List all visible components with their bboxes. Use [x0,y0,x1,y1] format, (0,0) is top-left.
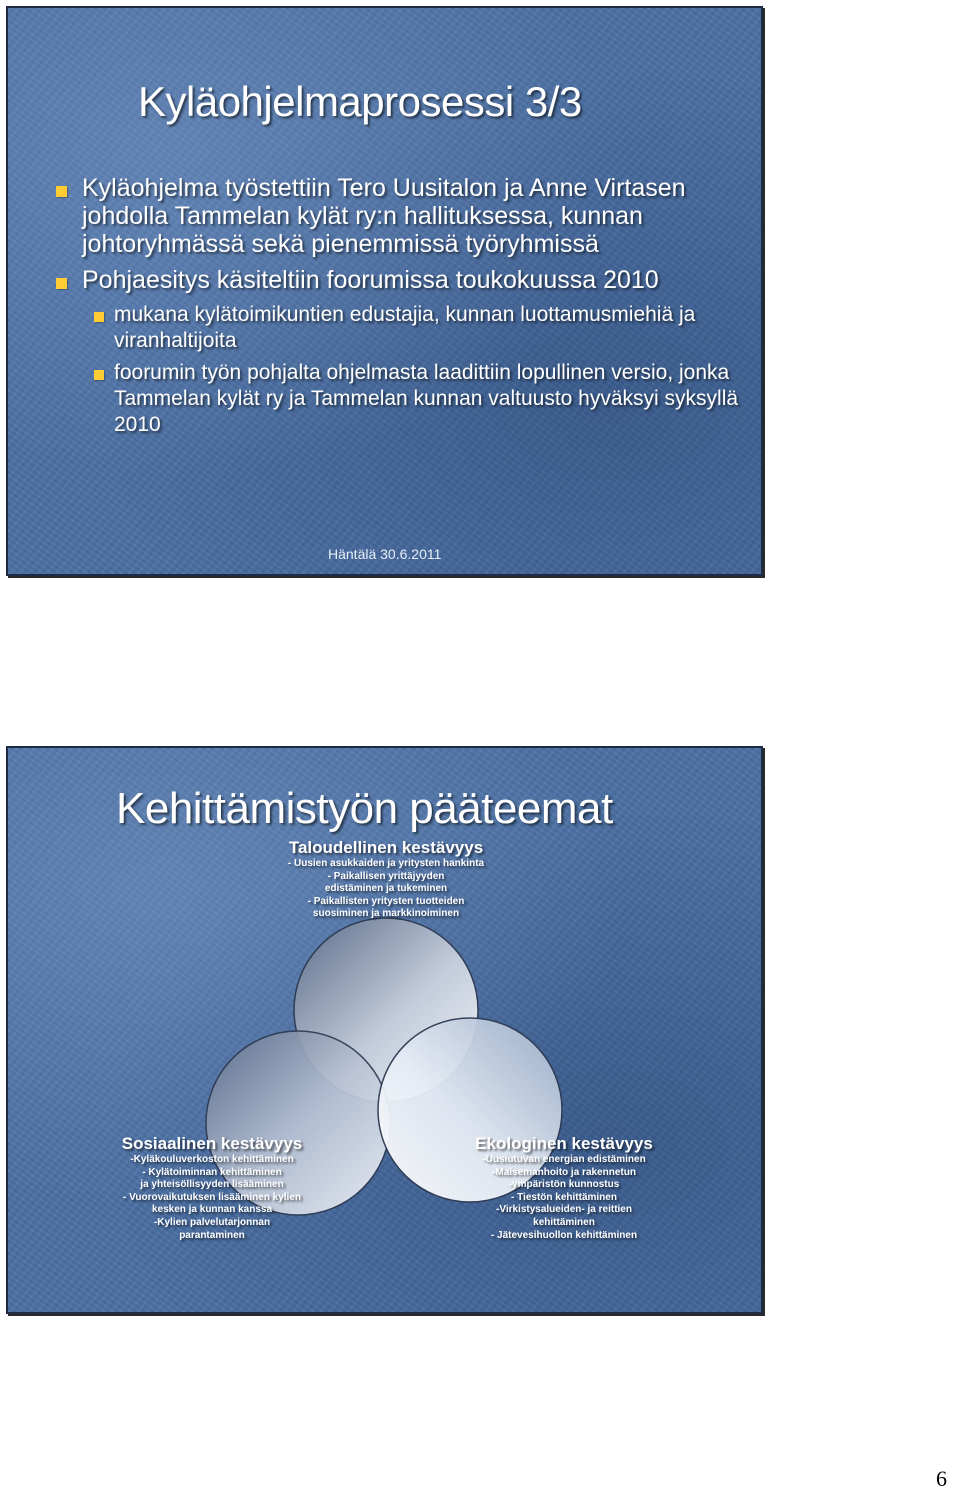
bullet-text: Kyläohjelma työstettiin Tero Uusitalon ja Anne Virtasen johdolla Tammelan kylät ry:n hallituksessa, kunnan johtoryhmässä sekä pienemmissä työryhmissä [82,174,686,258]
economic-line: - Paikallisen yrittäjyyden [327,870,445,882]
slide2-title: Kehittämistyön pääteemat [116,784,613,833]
social-line: - Vuorovaikutuksen lisääminen kylien [122,1191,302,1203]
slide1-title: Kyläohjelmaprosessi 3/3 [138,78,582,125]
ecological-line: -Uusiutuvan energian edistäminen [482,1154,646,1165]
ecological-line: -Maisemanhoito ja rakennetun [492,1166,636,1178]
slide1-bullet-list [52,174,752,444]
slide-kehittamistyon-paateemat [6,746,763,1314]
square-bullet-icon [56,186,67,197]
bullet-text: mukana kylätoimikuntien edustajia, kunnan luottamusmiehiä ja viranhaltijoita [114,303,696,352]
square-bullet-icon [94,312,104,322]
page-number: 6 [936,1466,947,1491]
ecological-line: - Jätevesihuollon kehittäminen [490,1229,638,1241]
sub-bullet-item [52,302,752,354]
economic-line: edistäminen ja tukeminen [324,883,448,895]
ecological-heading: Ekologinen kestävyys [475,1134,653,1153]
social-heading: Sosiaalinen kestävyys [121,1134,303,1153]
ecological-sustainability-block [448,1134,680,1242]
economic-line: suosiminen ja markkinoiminen [312,908,460,920]
ecological-line: -ympäristön kunnostus [508,1179,620,1191]
bullet-item [52,174,752,258]
bullet-text: Pohjaesitys käsiteltiin foorumissa toukokuussa 2010 [82,266,659,294]
slide1-footer: Häntälä 30.6.2011 [328,546,442,562]
bullet-text: foorumin työn pohjalta ohjelmasta laadittiin lopullinen versio, jonka Tammelan kylät ry ja Tammelan kunnan valtuusto hyväksyi syksyllä 2010 [114,361,739,436]
sub-bullet-item [52,360,752,438]
social-line: ja yhteisöllisyyden lisääminen [140,1179,284,1191]
slide-kylaohjelmaprosessi [6,6,763,576]
social-line: -Kyläkouluverkoston kehittäminen [130,1154,294,1165]
square-bullet-icon [94,370,104,380]
economic-heading: Taloudellinen kestävyys [288,838,484,857]
social-line: parantaminen [179,1229,245,1241]
economic-line: - Uusien asukkaiden ja yritysten hankinta [287,858,485,869]
social-line: -Kylien palvelutarjonnan [153,1216,271,1228]
economic-sustainability-block [231,838,541,921]
economic-line: - Paikallisten yritysten tuotteiden [307,895,465,907]
social-sustainability-block [88,1134,336,1242]
bullet-item [52,266,752,294]
ecological-line: - Tiestön kehittäminen [511,1191,617,1203]
ecological-line: -Virkistysalueiden- ja reittien [496,1204,632,1216]
ecological-line: kehittäminen [533,1216,595,1228]
square-bullet-icon [56,278,67,289]
social-line: kesken ja kunnan kanssa [151,1204,273,1216]
social-line: - Kylätoiminnan kehittäminen [142,1166,282,1178]
